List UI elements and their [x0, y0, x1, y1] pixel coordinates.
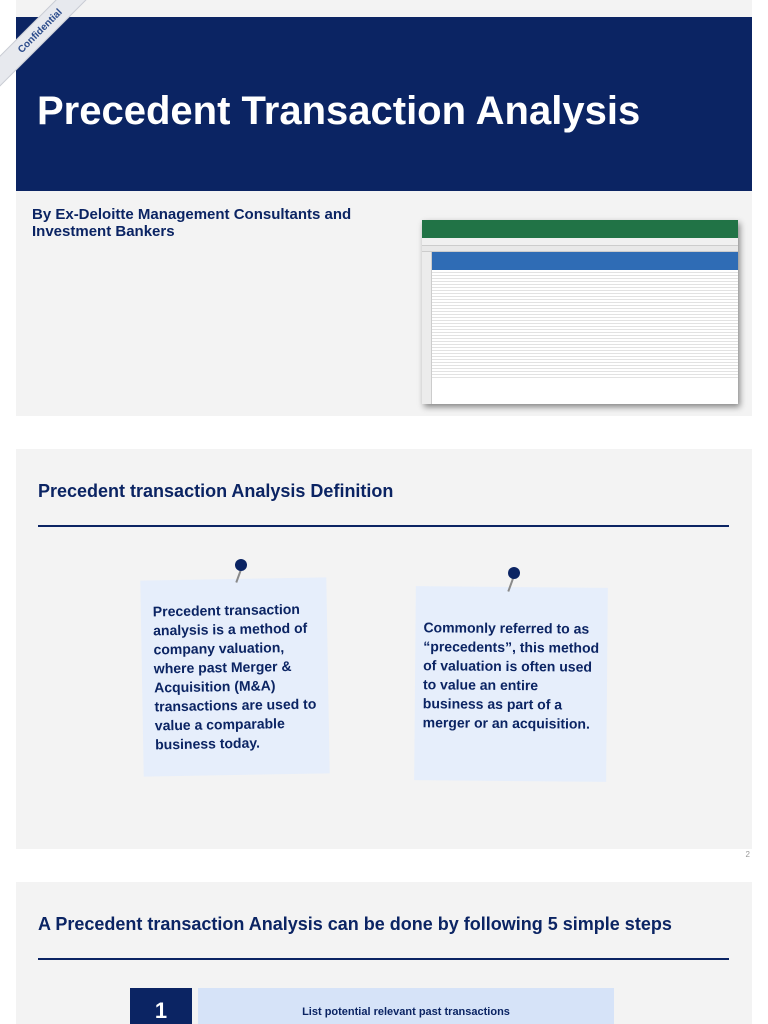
row-numbers — [422, 252, 432, 404]
definition-slide — [16, 449, 752, 859]
excel-ribbon — [422, 220, 738, 238]
spreadsheet-screenshot — [422, 220, 738, 404]
pushpin-icon — [235, 559, 247, 571]
author-byline: By Ex-Deloitte Management Consultants and Investment Bankers — [32, 206, 352, 240]
heading-divider — [38, 525, 729, 527]
sticky-note-definition: Precedent transaction analysis is a method of company valuation, where past Merger & Acquisition (M&A) transactions are used to value a comparable business today. — [140, 577, 329, 776]
steps-slide — [16, 882, 752, 1024]
section-heading: A Precedent transaction Analysis can be done by following 5 simple steps — [38, 914, 672, 934]
heading-divider — [38, 958, 729, 960]
formula-bar — [422, 238, 738, 246]
page-number: 2 — [745, 850, 750, 859]
confidential-label: Confidential — [15, 6, 65, 56]
pushpin-icon — [508, 567, 520, 579]
sticky-note-precedents: Commonly referred to as “precedents”, this method of valuation is often used to value an entire business as part of a merger or an acquisition. — [414, 586, 608, 782]
page-title: Precedent Transaction Analysis — [37, 89, 641, 133]
step-number: 1 — [130, 988, 192, 1024]
dcf-header-band — [432, 252, 738, 270]
section-heading: Precedent transaction Analysis Definition — [38, 481, 394, 501]
title-slide — [16, 0, 752, 416]
title-banner — [16, 17, 752, 191]
step-description: List potential relevant past transactions — [198, 988, 614, 1024]
